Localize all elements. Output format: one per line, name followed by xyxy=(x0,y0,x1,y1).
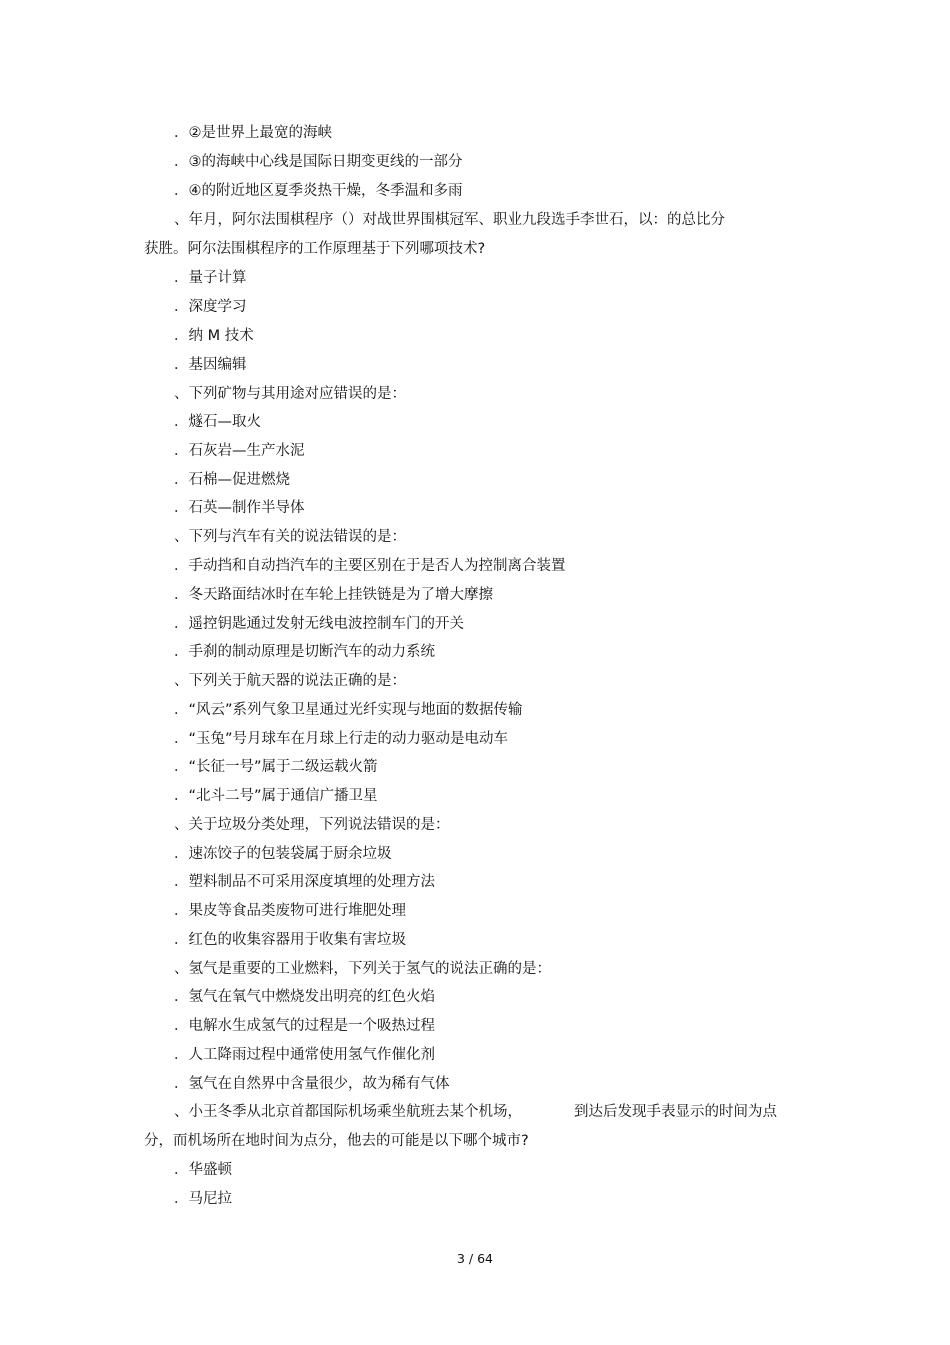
option-line: ．速冻饺子的包装袋属于厨余垃圾 xyxy=(174,846,392,862)
option-line: ．④的附近地区夏季炎热干燥，冬季温和多雨 xyxy=(174,183,463,199)
option-line: ．手动挡和自动挡汽车的主要区别在于是否人为控制离合装置 xyxy=(174,558,566,574)
option-line: ．量子计算 xyxy=(174,270,247,286)
option-line: ．遥控钥匙通过发射无线电波控制车门的开关 xyxy=(174,616,464,632)
question-continuation: 分，而机场所在地时间为点分，他去的可能是以下哪个城市? xyxy=(144,1133,529,1149)
question-line: 、氢气是重要的工业燃料，下列关于氢气的说法正确的是： xyxy=(174,961,551,977)
option-line: ．深度学习 xyxy=(174,299,247,315)
option-line: ．塑料制品不可采用深度填埋的处理方法 xyxy=(174,874,435,890)
option-line: ．果皮等食品类废物可进行堆肥处理 xyxy=(174,903,406,919)
question-line: 、下列关于航天器的说法正确的是： xyxy=(174,673,406,689)
question-continuation: 获胜。阿尔法围棋程序的工作原理基于下列哪项技术? xyxy=(144,241,486,257)
option-line: ．基因编辑 xyxy=(174,357,247,373)
option-line: ．“玉兔”号月球车在月球上行走的动力驱动是电动车 xyxy=(174,731,509,747)
option-line: ．电解水生成氢气的过程是一个吸热过程 xyxy=(174,1018,435,1034)
question-line xyxy=(174,1102,777,1122)
option-line: ．“长征一号”属于二级运载火箭 xyxy=(174,759,378,775)
option-line: ．马尼拉 xyxy=(174,1191,232,1207)
question-line: 、下列与汽车有关的说法错误的是： xyxy=(174,529,406,545)
page-number: 3 / 64 xyxy=(456,1251,494,1266)
option-line: ．石灰岩—生产水泥 xyxy=(174,443,305,459)
option-line: ．②是世界上最宽的海峡 xyxy=(174,125,332,141)
option-line: ．红色的收集容器用于收集有害垃圾 xyxy=(174,932,406,948)
option-line: ．人工降雨过程中通常使用氢气作催化剂 xyxy=(174,1047,435,1063)
option-line: ．冬天路面结冰时在车轮上挂铁链是为了增大摩擦 xyxy=(174,587,493,603)
question-text-part1: 、小王冬季从北京首都国际机场乘坐航班去某个机场， xyxy=(174,1104,522,1120)
question-line: 、下列矿物与其用途对应错误的是： xyxy=(174,386,406,402)
option-line: ．③的海峡中心线是国际日期变更线的一部分 xyxy=(174,154,463,170)
option-line: ．华盛顿 xyxy=(174,1162,232,1178)
option-line: ．“风云”系列气象卫星通过光纤实现与地面的数据传输 xyxy=(174,702,523,718)
option-line: ．“北斗二号”属于通信广播卫星 xyxy=(174,788,378,804)
option-line: ．石英—制作半导体 xyxy=(174,500,305,516)
option-line: ．石棉—促进燃烧 xyxy=(174,472,290,488)
question-line: 、年月，阿尔法围棋程序（）对战世界围棋冠军、职业九段选手李世石，以：的总比分 xyxy=(174,212,725,228)
option-line: ．燧石—取火 xyxy=(174,414,261,430)
option-line: ．氢气在自然界中含量很少，故为稀有气体 xyxy=(174,1076,450,1092)
option-line: ．手刹的制动原理是切断汽车的动力系统 xyxy=(174,644,435,660)
question-text-part2: 到达后发现手表显示的时间为点 xyxy=(574,1104,777,1120)
option-line: ．纳 M 技术 xyxy=(174,328,254,344)
option-line: ．氢气在氧气中燃烧发出明亮的红色火焰 xyxy=(174,989,435,1005)
question-line: 、关于垃圾分类处理，下列说法错误的是： xyxy=(174,817,450,833)
